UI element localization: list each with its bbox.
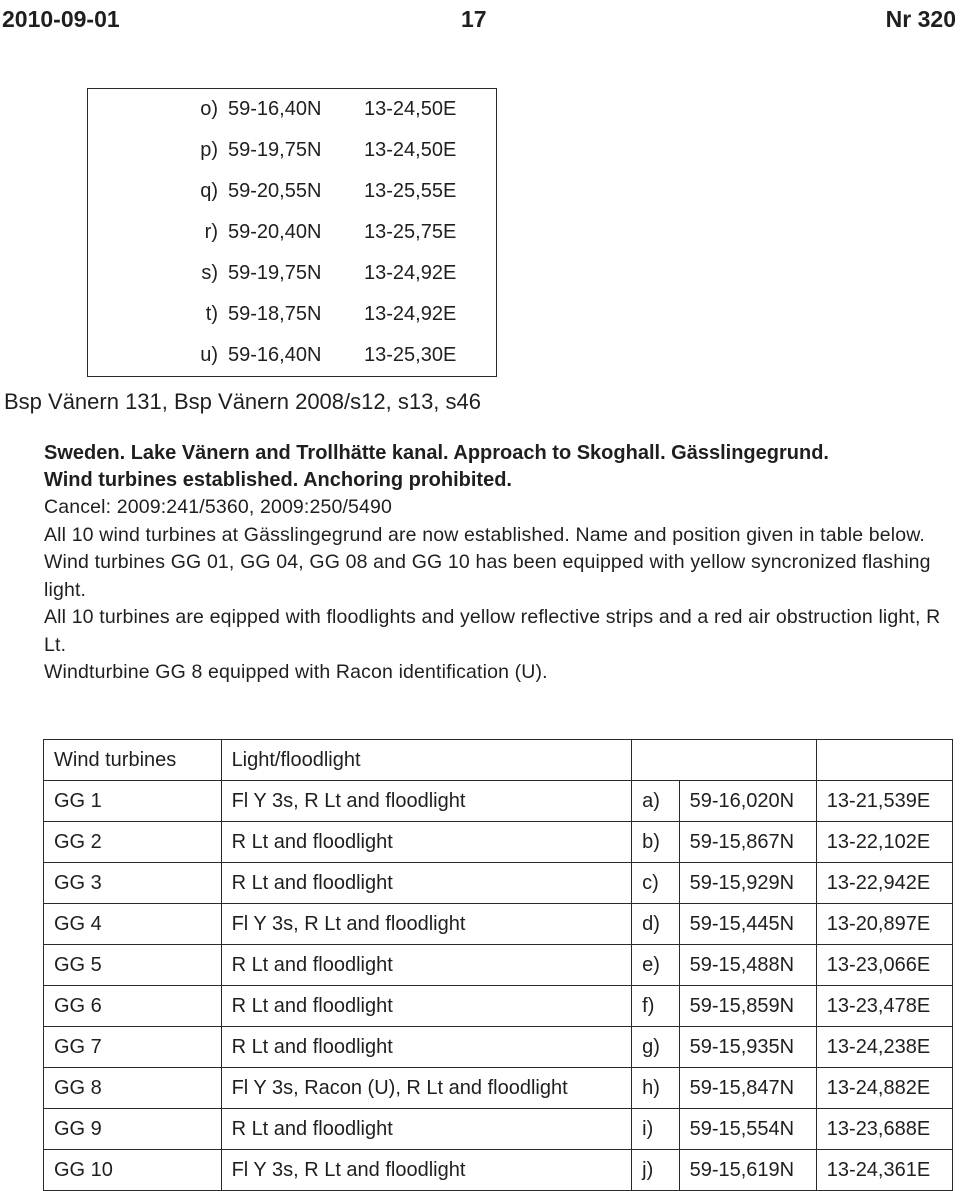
turbine-light: R Lt and floodlight [221, 986, 632, 1027]
turbine-light: R Lt and floodlight [221, 1027, 632, 1068]
header-light-floodlight: Light/floodlight [221, 740, 632, 781]
position-label: q) [200, 180, 218, 202]
longitude: 13-23,688E [816, 1109, 952, 1150]
latitude: 59-19,75N [228, 139, 322, 161]
notice-title-line-2: Wind turbines established. Anchoring prohibited. [44, 469, 512, 491]
table-row [88, 171, 497, 212]
wind-turbine-table-body [44, 781, 953, 1191]
table-row [88, 212, 497, 253]
longitude: 13-24,361E [816, 1150, 952, 1191]
turbine-name: GG 9 [44, 1109, 222, 1150]
turbine-name: GG 5 [44, 945, 222, 986]
longitude: 13-24,50E [364, 98, 457, 120]
notice-paragraph: All 10 turbines are eqipped with floodlights and yellow reflective strips and a red air obstruction light, R Lt. [44, 606, 941, 656]
table-row [44, 945, 953, 986]
longitude: 13-23,478E [816, 986, 952, 1027]
table-row [44, 781, 953, 822]
table-row [88, 253, 497, 294]
turbine-light: R Lt and floodlight [221, 945, 632, 986]
notice-title-line-1: Sweden. Lake Vänern and Trollhätte kanal. Approach to Skoghall. Gässlingegrund. [44, 442, 829, 464]
table-row [88, 294, 497, 335]
position-label: h) [632, 1068, 679, 1109]
header-empty [632, 740, 679, 781]
notice-paragraph: All 10 wind turbines at Gässlingegrund are now established. Name and position given in table below. [44, 523, 925, 546]
position-label: s) [201, 262, 218, 284]
longitude: 13-21,539E [816, 781, 952, 822]
latitude: 59-16,40N [228, 98, 322, 120]
position-label: o) [200, 98, 218, 120]
turbine-light: Fl Y 3s, R Lt and floodlight [221, 1150, 632, 1191]
table-row [88, 335, 497, 377]
turbine-light: R Lt and floodlight [221, 863, 632, 904]
position-label: r) [204, 221, 218, 243]
latitude: 59-15,619N [679, 1150, 816, 1191]
notice-paragraph: Wind turbines GG 01, GG 04, GG 08 and GG 10 has been equipped with yellow syncronized flashing light. [44, 551, 931, 601]
position-table [87, 88, 497, 377]
longitude: 13-25,75E [364, 221, 457, 243]
table-row [44, 863, 953, 904]
longitude: 13-25,55E [364, 180, 457, 202]
turbine-name: GG 1 [44, 781, 222, 822]
longitude: 13-24,238E [816, 1027, 952, 1068]
turbine-name: GG 2 [44, 822, 222, 863]
turbine-light: Fl Y 3s, R Lt and floodlight [221, 904, 632, 945]
position-label: g) [632, 1027, 679, 1068]
turbine-name: GG 7 [44, 1027, 222, 1068]
position-label: a) [632, 781, 679, 822]
header-empty [816, 740, 952, 781]
position-label: j) [632, 1150, 679, 1191]
notice-paragraph: Windturbine GG 8 equipped with Racon identification (U). [44, 661, 548, 683]
header-page-number: 17 [461, 6, 487, 32]
latitude: 59-19,75N [228, 262, 322, 284]
latitude: 59-16,020N [679, 781, 816, 822]
latitude: 59-15,929N [679, 863, 816, 904]
latitude: 59-15,488N [679, 945, 816, 986]
position-label: u) [200, 344, 218, 366]
turbine-light: R Lt and floodlight [221, 822, 632, 863]
turbine-name: GG 6 [44, 986, 222, 1027]
latitude: 59-18,75N [228, 303, 322, 325]
latitude: 59-15,859N [679, 986, 816, 1027]
table-row [44, 904, 953, 945]
turbine-name: GG 3 [44, 863, 222, 904]
table-row [44, 1109, 953, 1150]
longitude: 13-22,942E [816, 863, 952, 904]
longitude: 13-24,92E [364, 303, 457, 325]
longitude: 13-25,30E [364, 344, 457, 366]
table-row [44, 1068, 953, 1109]
longitude: 13-24,92E [364, 262, 457, 284]
longitude: 13-23,066E [816, 945, 952, 986]
latitude: 59-15,867N [679, 822, 816, 863]
page-header [0, 6, 960, 38]
position-label: t) [205, 303, 218, 325]
wind-turbine-table [43, 739, 953, 1191]
longitude: 13-24,50E [364, 139, 457, 161]
position-label: d) [632, 904, 679, 945]
latitude: 59-16,40N [228, 344, 322, 366]
position-table-body [88, 89, 497, 377]
position-label: f) [632, 986, 679, 1027]
table-row [44, 986, 953, 1027]
table-row [44, 1027, 953, 1068]
table-header-row [44, 740, 953, 781]
header-issue-number: Nr 320 [885, 6, 956, 32]
notice-cancel: Cancel: 2009:241/5360, 2009:250/5490 [44, 496, 393, 518]
table-row [88, 130, 497, 171]
latitude: 59-20,40N [228, 221, 322, 243]
header-date: 2010-09-01 [2, 6, 120, 32]
table-row [44, 822, 953, 863]
longitude: 13-22,102E [816, 822, 952, 863]
turbine-name: GG 10 [44, 1150, 222, 1191]
position-label: p) [200, 139, 218, 161]
header-empty [679, 740, 816, 781]
table-row [44, 1150, 953, 1191]
turbine-name: GG 4 [44, 904, 222, 945]
latitude: 59-15,935N [679, 1027, 816, 1068]
latitude: 59-15,445N [679, 904, 816, 945]
table-row [88, 89, 497, 131]
turbine-light: Fl Y 3s, R Lt and floodlight [221, 781, 632, 822]
position-label: c) [632, 863, 679, 904]
longitude: 13-24,882E [816, 1068, 952, 1109]
position-label: b) [632, 822, 679, 863]
latitude: 59-20,55N [228, 180, 322, 202]
chart-reference: Bsp Vänern 131, Bsp Vänern 2008/s12, s13, s46 [4, 389, 481, 414]
position-label: e) [632, 945, 679, 986]
position-label: i) [632, 1109, 679, 1150]
turbine-light: R Lt and floodlight [221, 1109, 632, 1150]
header-wind-turbines: Wind turbines [44, 740, 222, 781]
longitude: 13-20,897E [816, 904, 952, 945]
latitude: 59-15,847N [679, 1068, 816, 1109]
turbine-light: Fl Y 3s, Racon (U), R Lt and floodlight [221, 1068, 632, 1109]
notice [44, 440, 949, 687]
latitude: 59-15,554N [679, 1109, 816, 1150]
turbine-name: GG 8 [44, 1068, 222, 1109]
